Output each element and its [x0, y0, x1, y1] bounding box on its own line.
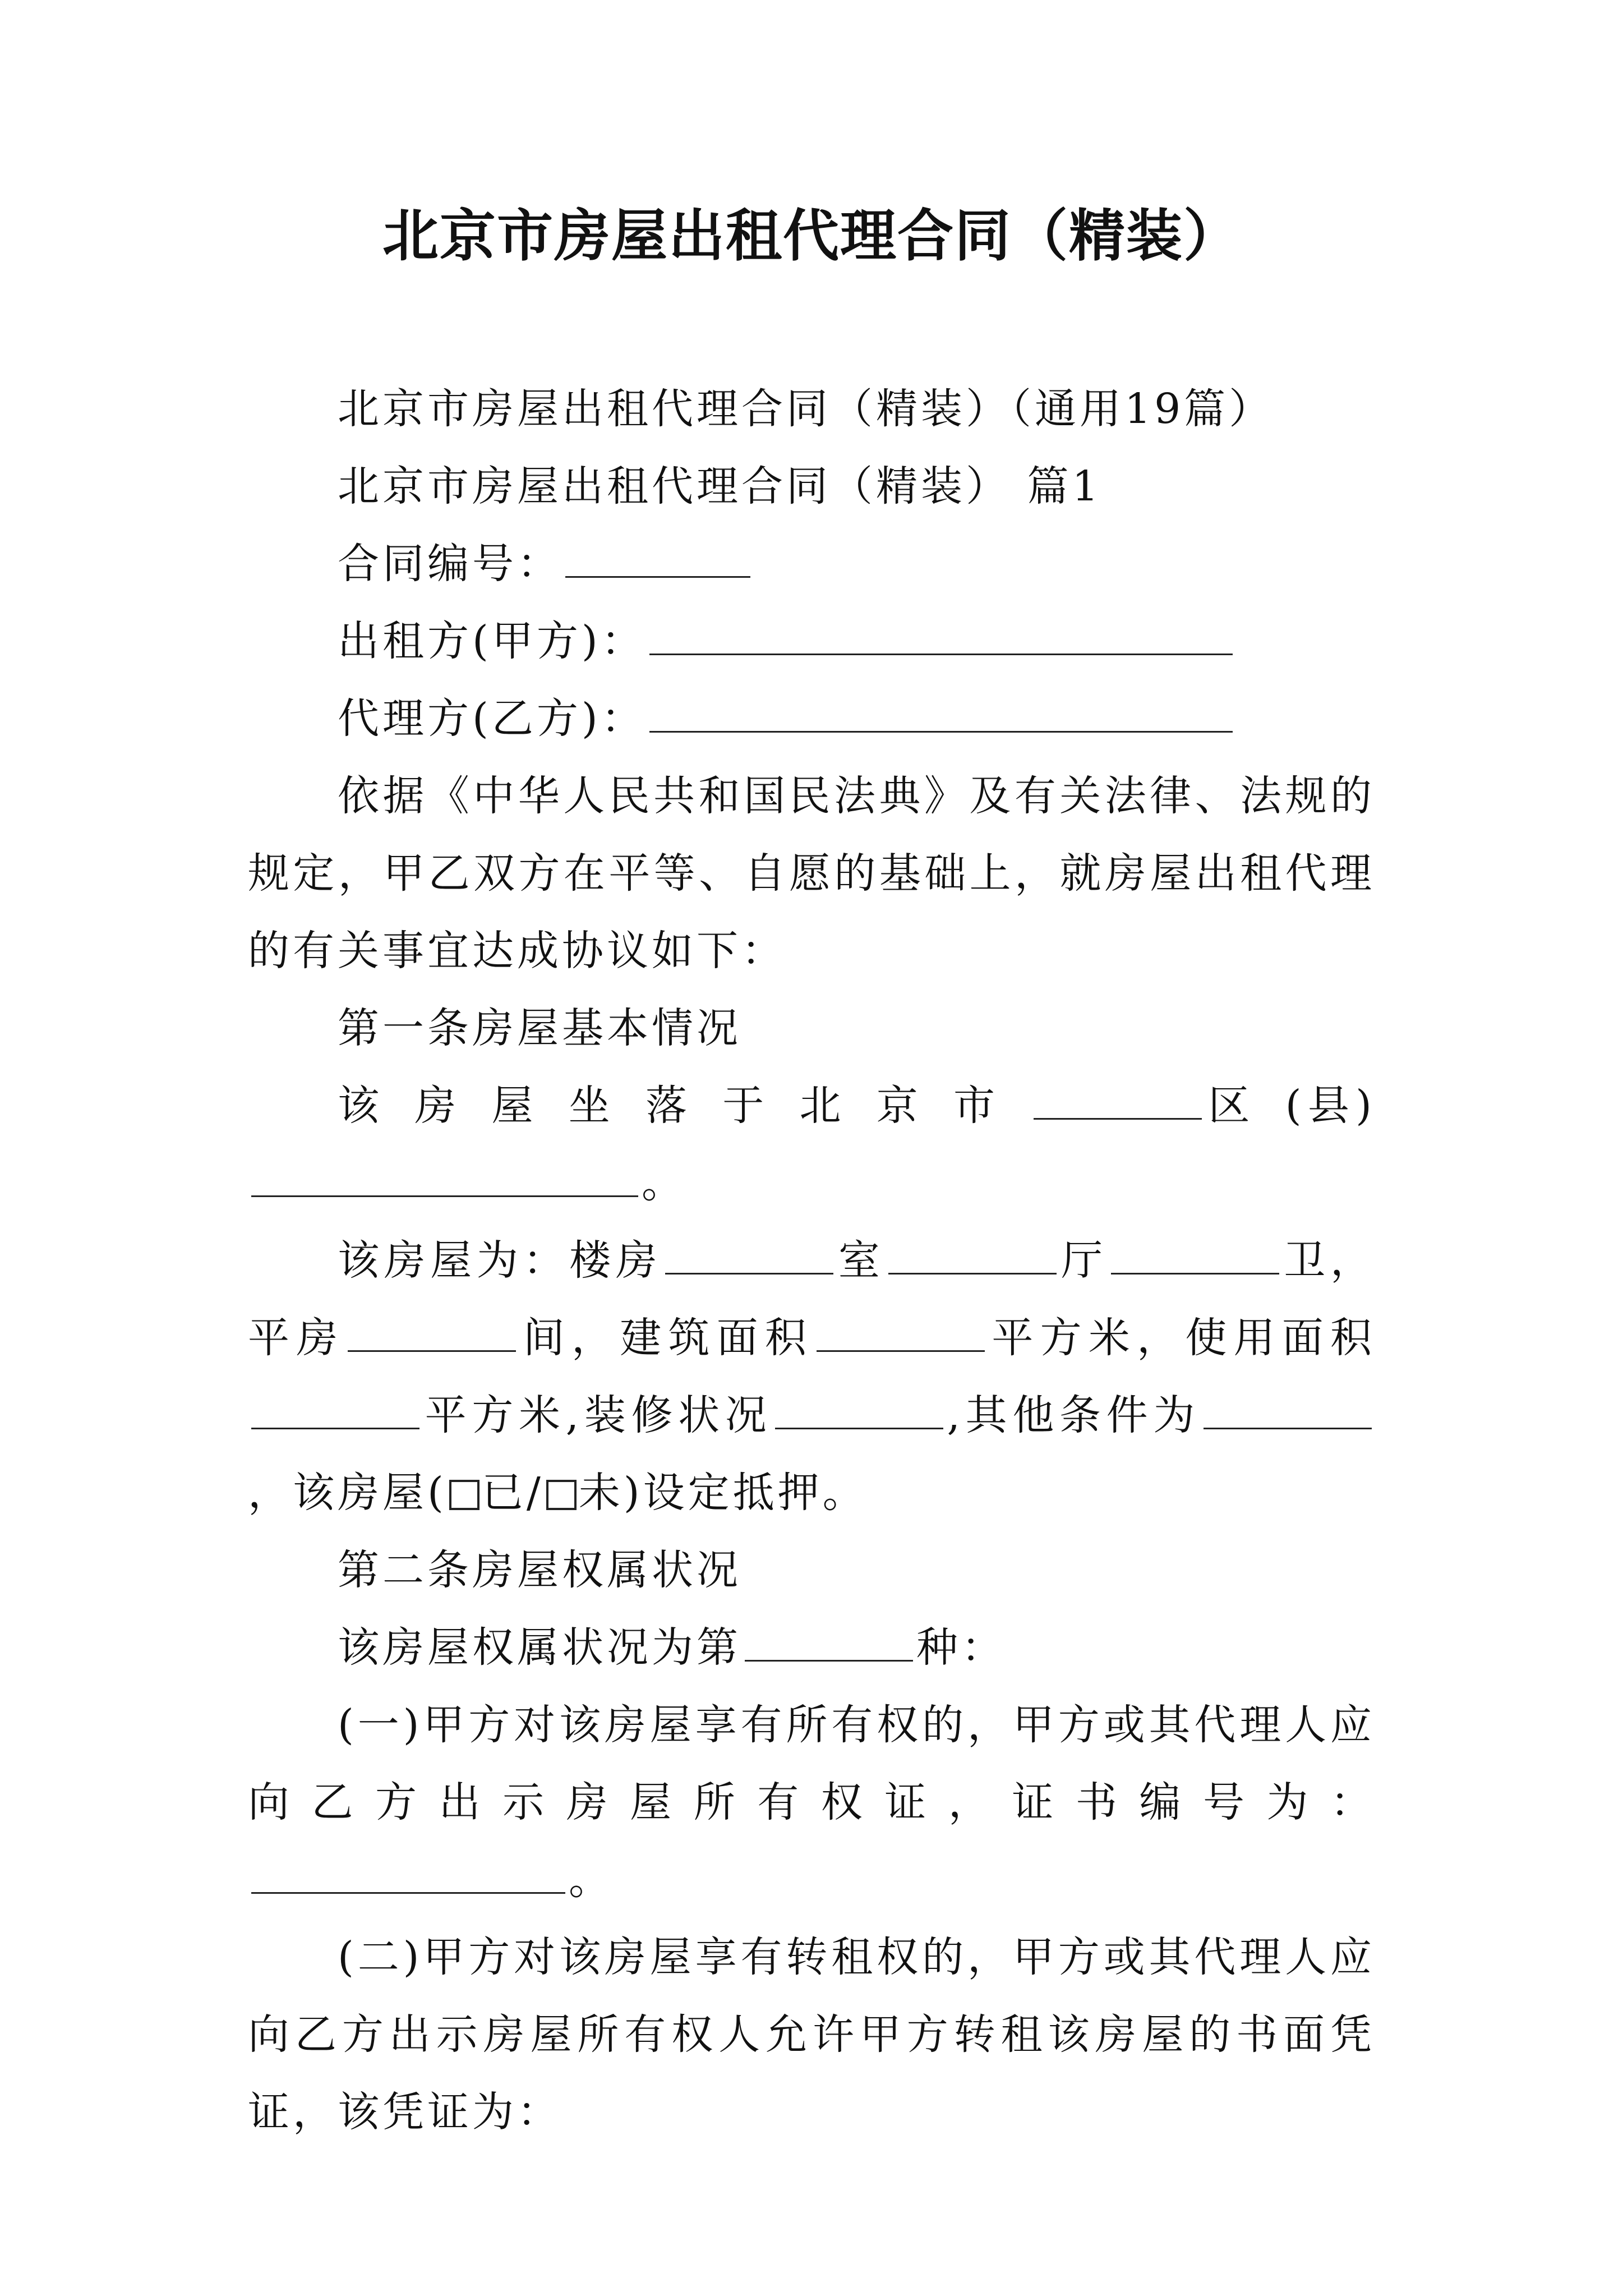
contract-number-label: 合同编号： [338, 540, 562, 588]
use-area-blank [251, 1395, 419, 1429]
use-area-label: 平方米，使用面积 [988, 1314, 1376, 1362]
item1-period: 。 [569, 1856, 614, 1904]
other-label: ,其他条件为 [947, 1391, 1200, 1439]
document-title: 北京市房屋出租代理合同（精装） [382, 203, 1241, 269]
lessor-blank [649, 621, 1233, 655]
hall-blank [888, 1240, 1057, 1274]
ownership-suffix: 种： [916, 1623, 1006, 1672]
item2-paragraph: (二)甲方对该房屋享有转租权的，甲方或其代理人应向乙方出示房屋所有权人允许甲方转租该房屋的书面凭证，该凭证为： [248, 1933, 1375, 2136]
intro-paragraph: 依据《中华人民共和国民法典》及有关法律、法规的规定，甲乙双方在平等、自愿的基础上，就房屋出租代理的有关事宜达成协议如下： [248, 772, 1375, 975]
county-blank [251, 1163, 638, 1197]
contract-number-blank [565, 544, 750, 578]
article1-title: 第一条房屋基本情况 [338, 1004, 741, 1052]
build-area-blank [817, 1318, 985, 1352]
house-paragraph [248, 1222, 1375, 1531]
district-blank [1034, 1085, 1202, 1120]
certificate-number-blank [251, 1860, 565, 1894]
bath-blank [1111, 1240, 1279, 1274]
agent-label: 代理方(乙方)： [338, 694, 646, 743]
ownership-line [248, 1609, 1375, 1686]
jian-label: 间，建筑面积 [519, 1314, 814, 1362]
other-comma: ， [248, 1469, 293, 1517]
agent-line [248, 680, 1375, 757]
bungalow-label: 平房 [248, 1314, 345, 1362]
lessor-line [248, 602, 1375, 680]
ownership-blank [745, 1627, 913, 1662]
room-blank [665, 1240, 833, 1274]
bath-label: 卫， [1282, 1236, 1376, 1285]
agent-blank [649, 698, 1233, 733]
district-label: 区 [1205, 1082, 1285, 1130]
lessor-label: 出租方(甲方)： [338, 617, 646, 665]
decor-label: 平方米,装修状况 [423, 1391, 772, 1439]
document-body [248, 370, 1375, 2151]
county-label: (县) [1285, 1082, 1375, 1130]
mortgage-prefix: 该房屋( [293, 1469, 447, 1517]
bungalow-blank [348, 1318, 516, 1352]
mortgage-yes-label: 已/ [481, 1469, 544, 1517]
house-prefix: 该房屋为：楼房 [338, 1236, 662, 1285]
mortgage-no-label: 未)设定抵押。 [578, 1469, 868, 1517]
location-prefix: 该房屋坐落于北京市 [338, 1082, 1031, 1130]
ownership-prefix: 该房屋权属状况为第 [338, 1623, 741, 1672]
location-paragraph [248, 1067, 1375, 1222]
item1-paragraph [248, 1686, 1375, 1918]
article2-title: 第二条房屋权属状况 [338, 1546, 741, 1594]
other-blank [1204, 1395, 1372, 1429]
mortgage-yes-checkbox[interactable] [449, 1480, 479, 1510]
decor-blank [775, 1395, 943, 1429]
mortgage-no-checkbox[interactable] [546, 1480, 577, 1510]
item1-text: (一)甲方对该房屋享有所有权的，甲方或其代理人应向乙方出示房屋所有权证，证书编号为： [248, 1701, 1375, 1826]
part-heading: 北京市房屋出租代理合同（精装） 篇1 [338, 462, 1102, 510]
contract-number-line [248, 525, 1375, 602]
subtitle: 北京市房屋出租代理合同（精装）（通用19篇） [338, 385, 1274, 433]
location-period: 。 [642, 1159, 686, 1207]
hall-label: 厅 [1059, 1236, 1108, 1285]
room-label: 室 [837, 1236, 885, 1285]
